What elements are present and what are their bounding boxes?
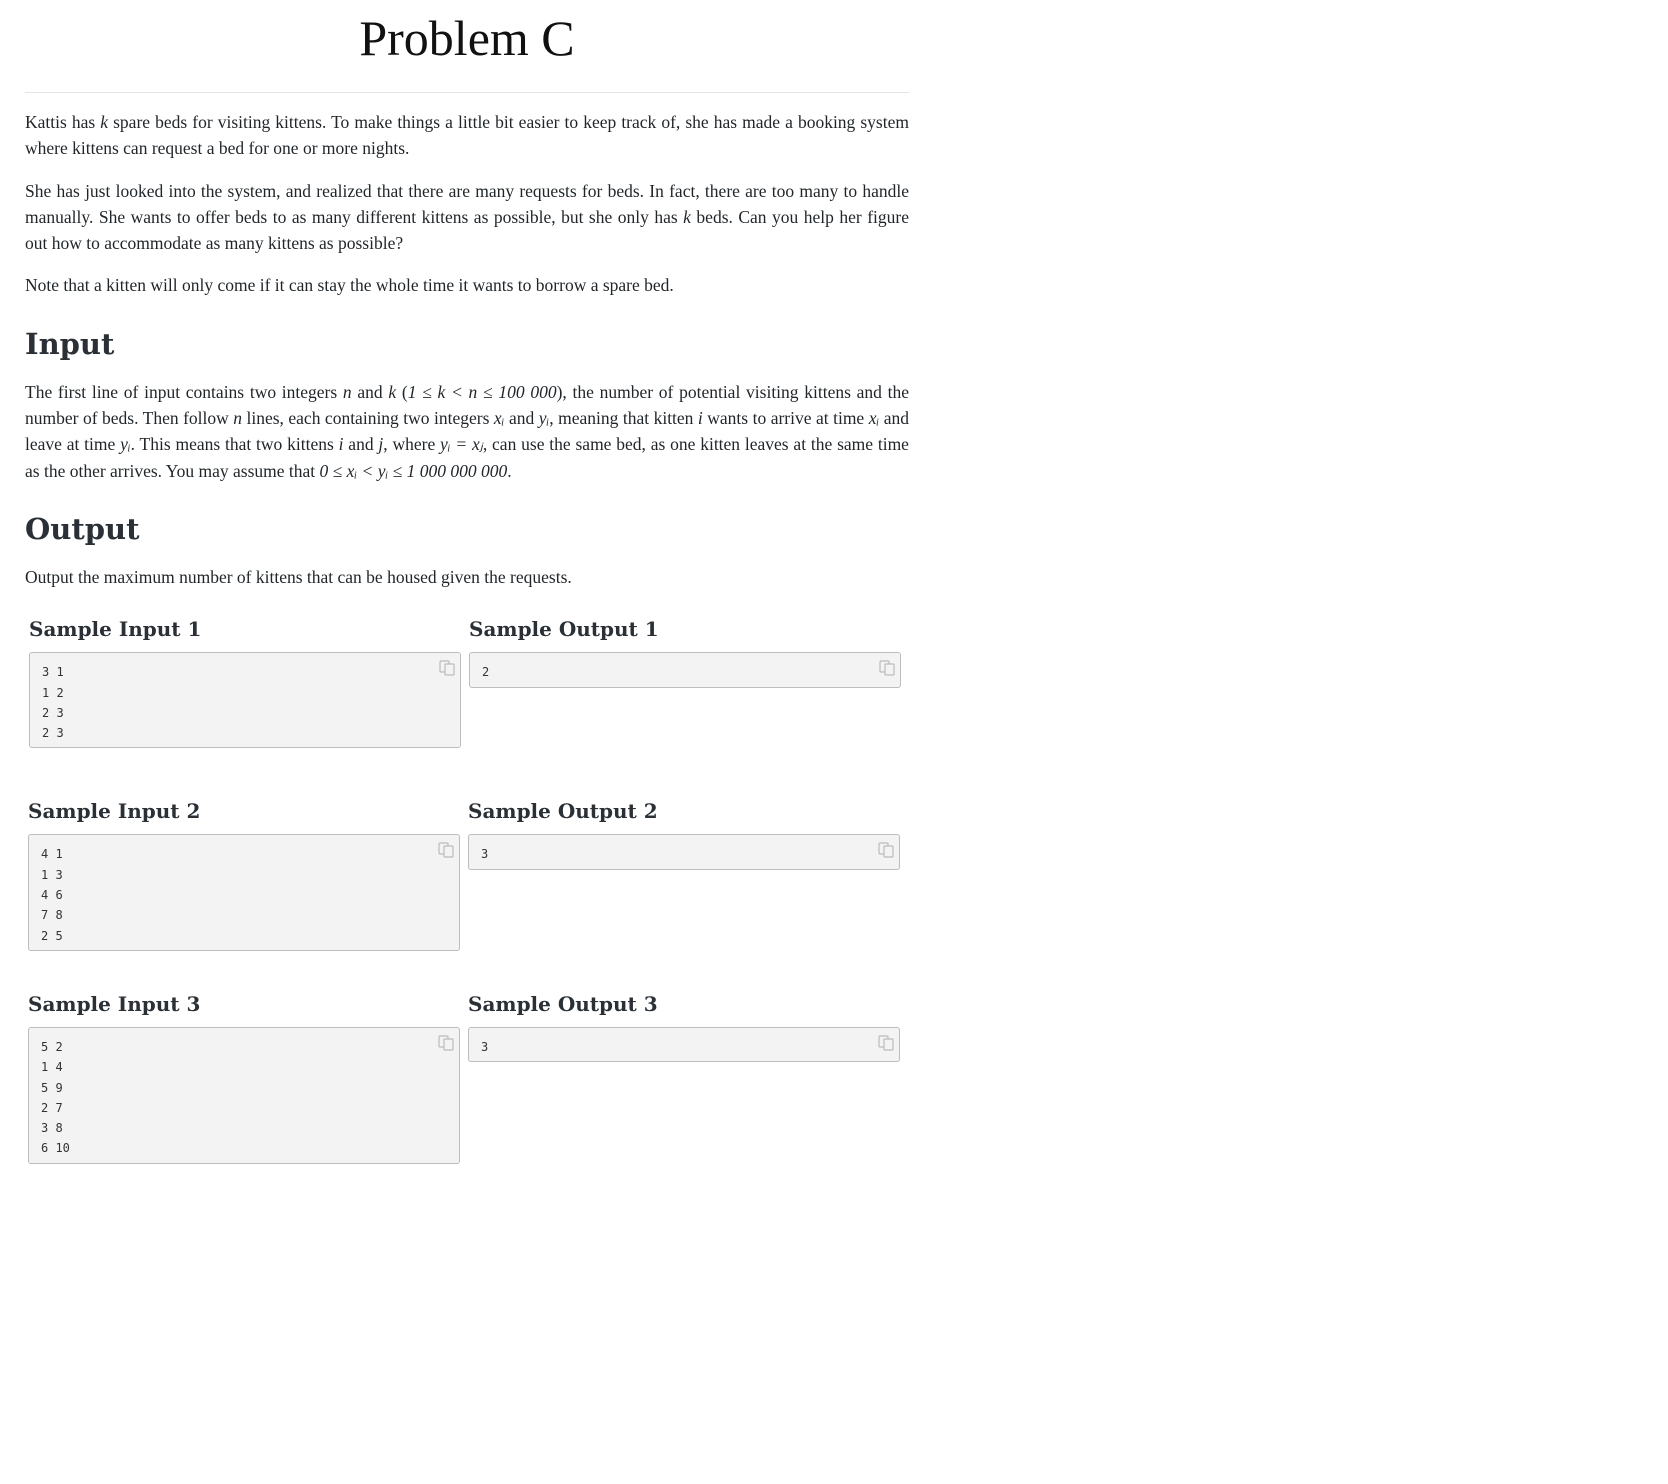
math: j	[378, 434, 384, 455]
sample-line: 2	[482, 665, 490, 680]
samples	[25, 616, 909, 1163]
page-title: Problem C	[359, 10, 575, 66]
problem-page	[25, 0, 909, 1164]
output-heading: Output	[25, 511, 140, 546]
sample-line: 4 1	[41, 847, 63, 862]
sample-input-2	[28, 798, 460, 950]
sample-output-box[interactable]	[469, 652, 901, 687]
math: yᵢ	[538, 408, 550, 429]
copy-icon[interactable]	[438, 659, 456, 677]
sample-line: 5 9	[41, 1080, 63, 1095]
sample-row-3	[28, 991, 909, 1164]
copy-icon[interactable]	[437, 841, 455, 859]
text: and leave at time	[25, 408, 909, 455]
text: wants to arrive at time	[702, 408, 869, 429]
math: yᵢ	[120, 434, 131, 455]
sample-output-title: Sample Output 1	[469, 617, 659, 642]
text: and	[504, 408, 539, 429]
math: k	[388, 381, 397, 402]
text: ), the number of potential visiting kittens and the number of beds. Then follow	[25, 381, 910, 429]
sample-line: 1 4	[41, 1060, 63, 1075]
sample-line: 2 3	[42, 705, 64, 720]
math-k: k	[683, 206, 691, 227]
output-description: Output the maximum number of kittens that can be housed given the requests.	[25, 566, 572, 587]
copy-icon[interactable]	[877, 1034, 895, 1052]
sample-input-title: Sample Input 3	[28, 991, 201, 1016]
text: spare beds for visiting kittens. To make things a little bit easier to keep track of, she has made a booking system where kittens can request a bed for one or more nights.	[25, 112, 909, 159]
sample-output-title: Sample Output 2	[468, 799, 658, 824]
sample-line: 2 7	[41, 1100, 63, 1115]
sample-input-1	[29, 616, 461, 748]
sample-line: 6 10	[41, 1141, 70, 1156]
text: Kattis has	[25, 112, 101, 132]
text: She has just looked into the system, and realized that there are many requests for beds. In fact, there are too many to handle manually. She wants to offer beds to as many different kittens as possible, but she only has	[25, 180, 909, 227]
text: lines, each containing two integers	[242, 408, 494, 429]
sample-line: 2 5	[41, 928, 63, 943]
copy-icon[interactable]	[878, 659, 896, 677]
sample-line: 4 6	[41, 888, 63, 903]
copy-icon[interactable]	[877, 841, 895, 859]
sample-line: 3	[481, 847, 489, 862]
input-heading: Input	[25, 326, 115, 361]
sample-input-box[interactable]	[29, 652, 461, 748]
input-description	[25, 379, 909, 484]
sample-input-box[interactable]	[28, 1027, 460, 1164]
math: xᵢ	[868, 408, 880, 429]
sample-output-box[interactable]	[468, 834, 900, 869]
statement-paragraph-3: Note that a kitten will only come if it can stay the whole time it wants to borrow a spare bed.	[25, 275, 674, 296]
sample-row-1	[29, 616, 909, 748]
sample-line: 3 8	[41, 1121, 63, 1136]
math: n	[233, 408, 242, 429]
title-divider	[25, 92, 909, 93]
sample-input-3	[28, 991, 460, 1164]
math: yᵢ = xⱼ	[440, 434, 483, 455]
text: , where	[383, 434, 441, 455]
sample-line: 1 2	[42, 685, 64, 700]
math: n	[342, 381, 352, 402]
text: . This means that two kittens	[130, 434, 339, 455]
sample-line: 1 3	[41, 867, 63, 882]
sample-line: 2 3	[42, 726, 64, 741]
text: beds. Can you help her figure out how to accommodate as many kittens as possible?	[25, 206, 909, 254]
statement-paragraph-2	[25, 178, 909, 257]
text: .	[507, 460, 512, 481]
sample-input-box[interactable]	[28, 834, 460, 950]
sample-output-box[interactable]	[468, 1027, 900, 1062]
sample-line: 5 2	[41, 1039, 63, 1054]
sample-row-2	[28, 798, 909, 950]
text: , meaning that kitten	[549, 408, 698, 429]
sample-output-1	[469, 616, 901, 748]
math: 1 ≤ k < n ≤ 100 000	[407, 381, 557, 402]
copy-icon[interactable]	[437, 1034, 455, 1052]
text: (	[396, 381, 408, 402]
math: i	[697, 408, 703, 429]
text: and	[351, 381, 389, 402]
sample-output-2	[468, 798, 900, 950]
sample-line: 3 1	[42, 665, 64, 680]
sample-output-3	[468, 991, 900, 1164]
sample-output-title: Sample Output 3	[468, 991, 658, 1016]
text: The first line of input contains two integers	[25, 381, 343, 402]
sample-input-title: Sample Input 1	[29, 617, 202, 642]
math: 0 ≤ xᵢ < yᵢ ≤ 1 000 000 000	[319, 460, 508, 481]
statement-paragraph-1	[25, 109, 909, 162]
math: i	[338, 434, 344, 455]
sample-input-title: Sample Input 2	[28, 799, 201, 824]
sample-line: 3	[481, 1039, 489, 1054]
sample-line: 7 8	[41, 908, 63, 923]
text: and	[343, 434, 379, 455]
math-k: k	[100, 112, 109, 132]
text: , can use the same bed, as one kitten leaves at the same time as the other arrives. You may assume that	[25, 434, 909, 481]
math: xᵢ	[493, 408, 505, 429]
